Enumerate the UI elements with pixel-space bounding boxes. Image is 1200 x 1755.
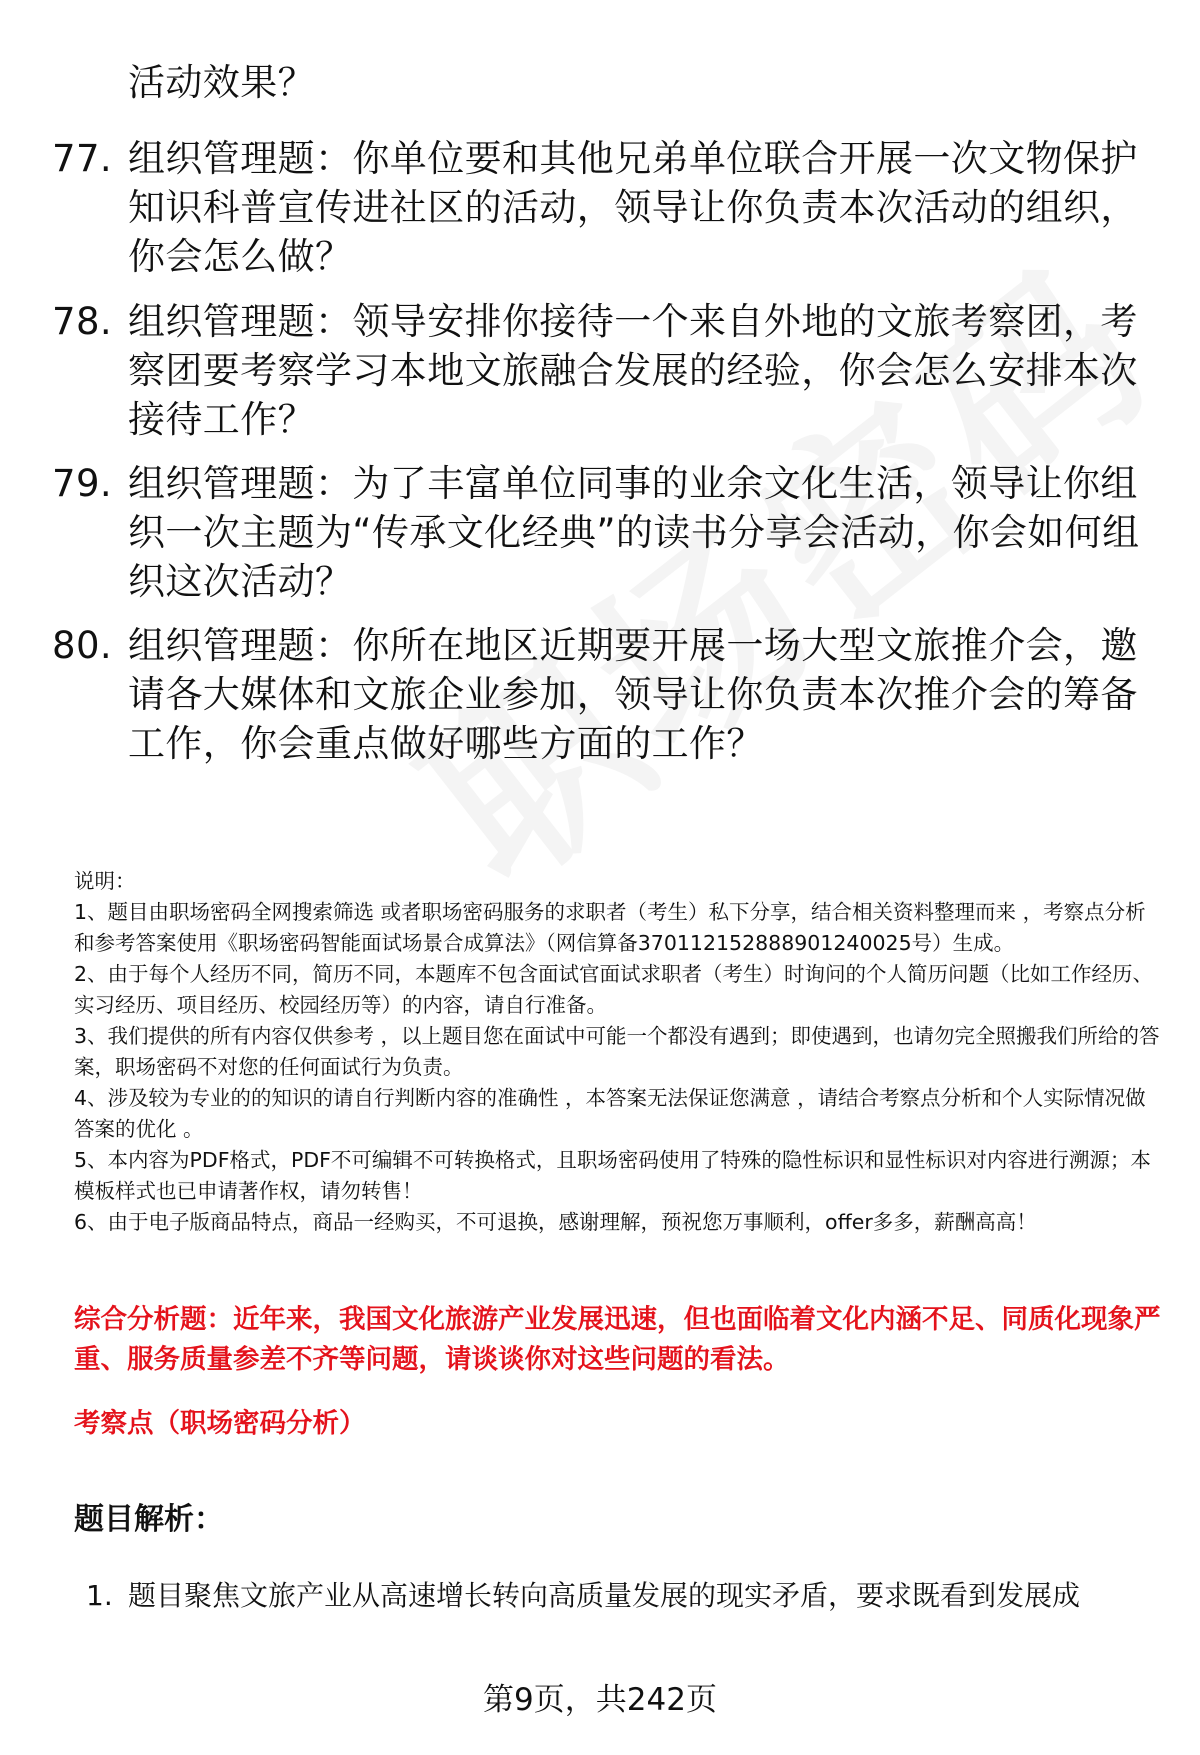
notes-section (74, 866, 1164, 1238)
note-item: 2、由于每个人经历不同，简历不同，本题库不包含面试官面试求职者（考生）时询问的个人简历问题（比如工作经历、实习经历、项目经历、校园经历等）的内容，请自行准备。 (74, 962, 1154, 1017)
exam-point-heading: 考察点（职场密码分析） (74, 1408, 366, 1439)
question-text: 组织管理题：你单位要和其他兄弟单位联合开展一次文物保护知识科普宣传进社区的活动，领导让你负责本次活动的组织，你会怎么做？ (128, 137, 1138, 278)
notes-title: 说明： (74, 869, 136, 893)
featured-question: 综合分析题：近年来，我国文化旅游产业发展迅速，但也面临着文化内涵不足、同质化现象严重、服务质量参差不齐等问题，请谈谈你对这些问题的看法。 (74, 1304, 1161, 1375)
question-text: 组织管理题：为了丰富单位同事的业余文化生活，领导让你组织一次主题为“传承文化经典”的读书分享会活动，你会如何组织这次活动？ (128, 462, 1140, 603)
question-text: 组织管理题：领导安排你接待一个来自外地的文旅考察团，考察团要考察学习本地文旅融合发展的经验，你会怎么安排本次接待工作？ (128, 300, 1138, 441)
question-number: 77. (52, 137, 113, 180)
previous-question-continuation: 活动效果？ (128, 61, 315, 104)
note-item: 3、我们提供的所有内容仅供参考 ，以上题目您在面试中可能一个都没有遇到；即使遇到，也请勿完全照搬我们所给的答案，职场密码不对您的任何面试行为负责。 (74, 1024, 1160, 1079)
note-item: 1、题目由职场密码全网搜索筛选 或者职场密码服务的求职者（考生）私下分享，结合相关资料整理而来 ，考察点分析和参考答案使用《职场密码智能面试场景合成算法》（网信算备370112152888901240025号）生成。 (74, 900, 1146, 955)
question-number: 78. (52, 300, 113, 343)
list-number: 1. (86, 1579, 113, 1612)
question-80 (52, 621, 1142, 768)
note-item: 5、本内容为PDF格式，PDF不可编辑不可转换格式，且职场密码使用了特殊的隐性标识和显性标识对内容进行溯源；本模板样式也已申请著作权，请勿转售！ (74, 1148, 1151, 1203)
list-text: 题目聚焦文旅产业从高速增长转向高质量发展的现实矛盾，要求既看到发展成 (128, 1579, 1081, 1612)
question-number: 79. (52, 462, 113, 505)
question-text: 组织管理题：你所在地区近期要开展一场大型文旅推介会，邀请各大媒体和文旅企业参加，领导让你负责本次推介会的筹备工作，你会重点做好哪些方面的工作？ (128, 624, 1138, 765)
analysis-list-item (74, 1576, 1174, 1616)
page-footer: 第9页，共242页 (483, 1682, 717, 1718)
question-77 (52, 134, 1142, 281)
question-78 (52, 297, 1142, 444)
analysis-heading: 题目解析： (74, 1502, 224, 1537)
question-number: 80. (52, 624, 113, 667)
note-item: 6、由于电子版商品特点，商品一经购买，不可退换，感谢理解，预祝您万事顺利，offer多多，薪酬高高！ (74, 1210, 1037, 1234)
note-item: 4、涉及较为专业的的知识的请自行判断内容的准确性 ，本答案无法保证您满意 ，请结合考察点分析和个人实际情况做答案的优化 。 (74, 1086, 1146, 1141)
question-79 (52, 459, 1142, 606)
